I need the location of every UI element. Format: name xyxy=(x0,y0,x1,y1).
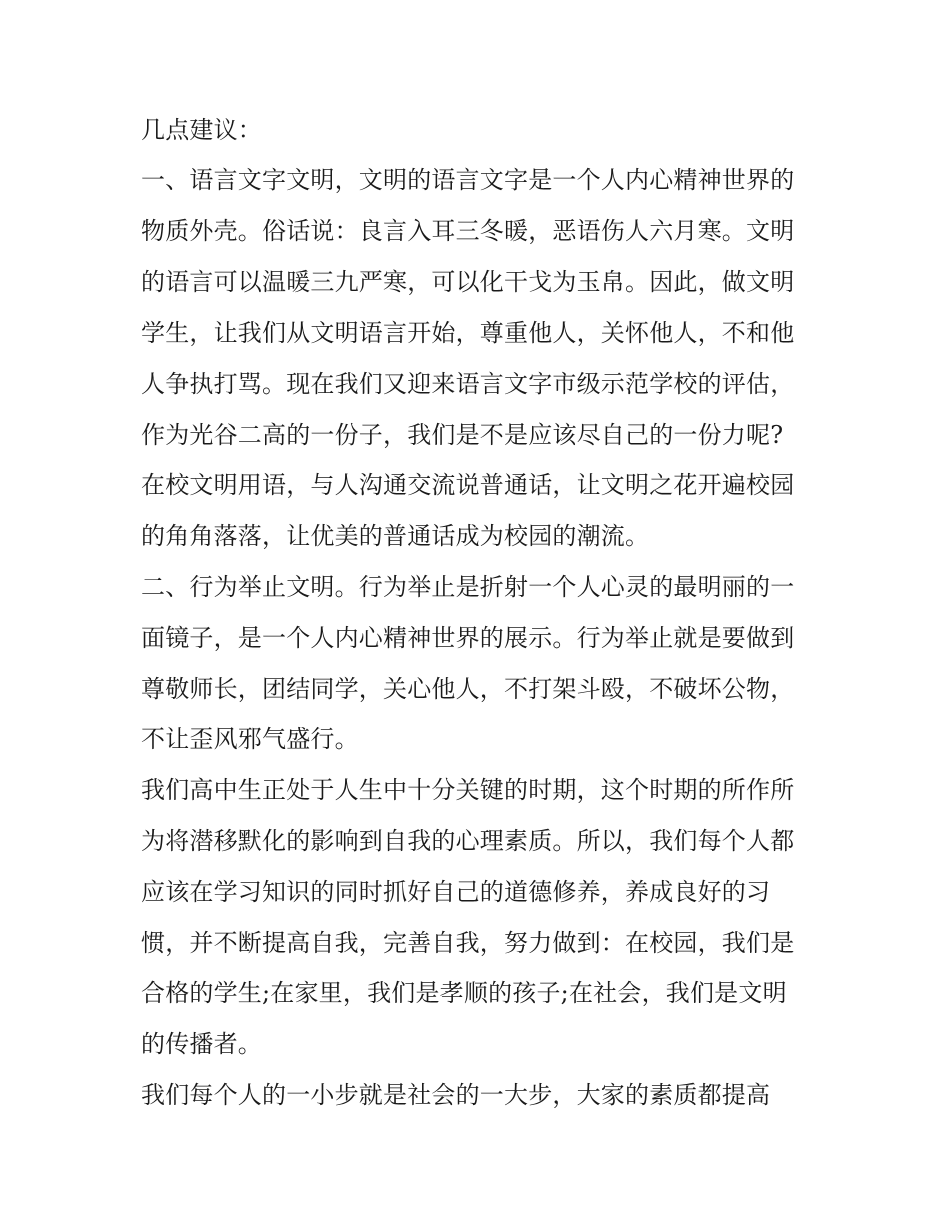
text-line: 合格的学生;在家里，我们是孝顺的孩子;在社会，我们是文明 xyxy=(141,979,787,1007)
text-line: 应该在学习知识的同时抓好自己的道德修养，养成良好的习 xyxy=(141,878,771,906)
text-line: 不让歪风邪气盛行。 xyxy=(141,725,359,753)
text-line: 在校文明用语，与人沟通交流说普通话，让文明之花开遍校园 xyxy=(141,471,795,499)
text-line: 作为光谷二高的一份子，我们是不是应该尽自己的一份力呢? xyxy=(141,421,784,449)
text-line: 学生，让我们从文明语言开始，尊重他人，关怀他人，不和他 xyxy=(141,319,795,347)
text-line: 我们高中生正处于人生中十分关键的时期，这个时期的所作所 xyxy=(141,776,795,804)
text-line: 人争执打骂。现在我们又迎来语言文字市级示范学校的评估， xyxy=(141,370,795,398)
text-line: 一、语言文字文明，文明的语言文字是一个人内心精神世界的 xyxy=(141,166,795,194)
text-line: 物质外壳。俗话说：良言入耳三冬暖，恶语伤人六月寒。文明 xyxy=(141,217,795,245)
text-line: 为将潜移默化的影响到自我的心理素质。所以，我们每个人都 xyxy=(141,827,795,855)
text-line: 我们每个人的一小步就是社会的一大步，大家的素质都提高 xyxy=(141,1081,771,1109)
text-line: 的语言可以温暖三九严寒，可以化干戈为玉帛。因此，做文明 xyxy=(141,268,795,296)
text-line: 尊敬师长，团结同学，关心他人，不打架斗殴，不破坏公物， xyxy=(141,675,795,703)
text-line: 惯，并不断提高自我，完善自我，努力做到：在校园，我们是 xyxy=(141,929,795,957)
text-line: 的传播者。 xyxy=(141,1030,262,1058)
text-line: 二、行为举止文明。行为举止是折射一个人心灵的最明丽的一 xyxy=(141,573,795,601)
text-line: 的角角落落，让优美的普通话成为校园的潮流。 xyxy=(141,522,650,550)
section-heading: 几点建议： xyxy=(141,116,262,144)
text-line: 面镜子，是一个人内心精神世界的展示。行为举止就是要做到 xyxy=(141,624,795,652)
